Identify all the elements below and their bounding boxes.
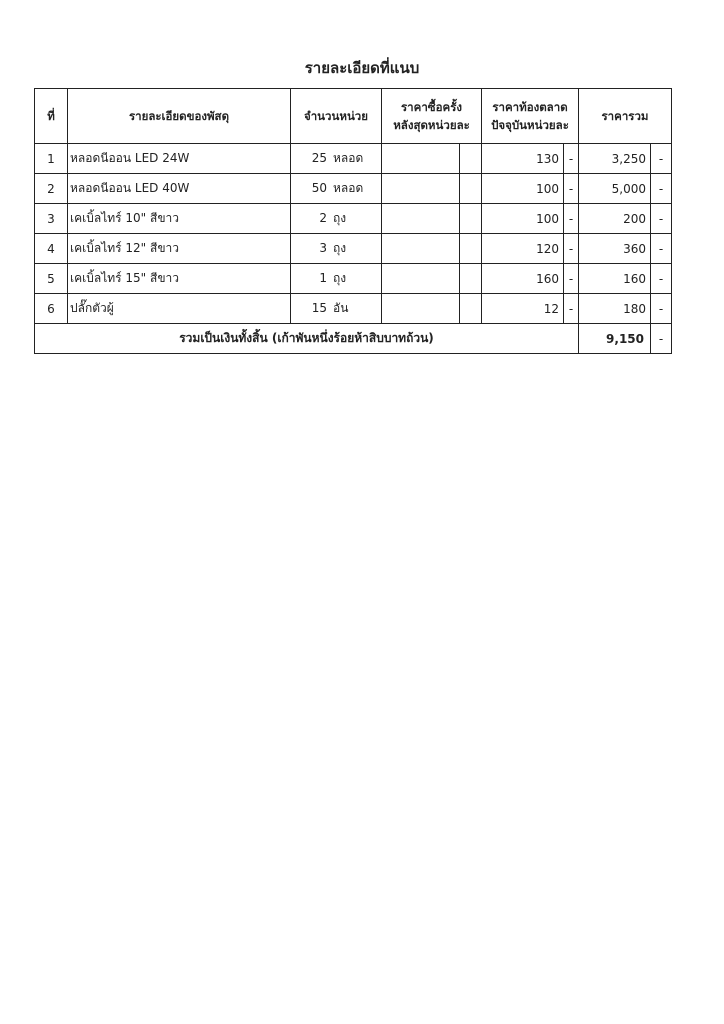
row-market-price: 100 [482, 174, 564, 204]
row-market-price: 130 [482, 144, 564, 174]
row-quantity [291, 204, 382, 234]
row-quantity [291, 294, 382, 324]
document-title: รายละเอียดที่แนบ [304, 59, 420, 77]
row-total: 200 [579, 204, 651, 234]
row-unit: อัน [333, 301, 349, 315]
row-qty: 3 [319, 241, 327, 255]
summary-row [35, 324, 672, 354]
row-last-satang [460, 174, 482, 204]
row-market-price: 160 [482, 264, 564, 294]
row-market-satang: - [564, 144, 579, 174]
row-description: เคเบิ้ลไทร์ 10" สีขาว [68, 204, 291, 234]
row-qty: 50 [311, 181, 327, 195]
row-total: 360 [579, 234, 651, 264]
row-quantity [291, 234, 382, 264]
row-market-satang: - [564, 174, 579, 204]
row-total-satang: - [651, 294, 672, 324]
row-qty: 15 [311, 301, 327, 315]
row-market-satang: - [564, 264, 579, 294]
row-description: เคเบิ้ลไทร์ 12" สีขาว [68, 234, 291, 264]
row-last-satang [460, 294, 482, 324]
row-total-satang: - [651, 264, 672, 294]
row-quantity [291, 174, 382, 204]
row-market-satang: - [564, 294, 579, 324]
row-unit: หลอด [333, 151, 364, 165]
row-total: 5,000 [579, 174, 651, 204]
header-last-price [382, 89, 482, 144]
row-qty: 25 [311, 151, 327, 165]
row-no: 5 [35, 264, 68, 294]
row-total: 160 [579, 264, 651, 294]
row-unit: ถุง [333, 241, 347, 255]
row-no: 1 [35, 144, 68, 174]
row-last-price [382, 234, 460, 264]
row-qty: 2 [319, 211, 327, 225]
row-last-price [382, 144, 460, 174]
table-row [35, 264, 672, 294]
table-row [35, 234, 672, 264]
row-no: 6 [35, 294, 68, 324]
row-last-satang [460, 264, 482, 294]
row-unit: ถุง [333, 211, 347, 225]
row-last-price [382, 264, 460, 294]
summary-label: รวมเป็นเงินทั้งสิ้น (เก้าพันหนึ่งร้อยห้าสิบบาทถ้วน) [35, 324, 579, 354]
row-total-satang: - [651, 234, 672, 264]
summary-total: 9,150 [579, 324, 651, 354]
row-last-price [382, 204, 460, 234]
row-market-satang: - [564, 204, 579, 234]
row-total-satang: - [651, 144, 672, 174]
row-last-price [382, 174, 460, 204]
row-description: ปลั๊กตัวผู้ [68, 294, 291, 324]
header-quantity: จำนวนหน่วย [291, 89, 382, 144]
row-no: 3 [35, 204, 68, 234]
row-market-price: 120 [482, 234, 564, 264]
row-last-satang [460, 234, 482, 264]
row-market-price: 100 [482, 204, 564, 234]
header-total: ราคารวม [579, 89, 672, 144]
header-market-price-line1: ราคาท้องตลาด [492, 100, 568, 114]
table-row [35, 204, 672, 234]
row-no: 2 [35, 174, 68, 204]
row-market-price: 12 [482, 294, 564, 324]
row-total-satang: - [651, 204, 672, 234]
row-qty: 1 [319, 271, 327, 285]
header-last-price-line1: ราคาซื้อครั้ง [401, 100, 462, 114]
row-unit: หลอด [333, 181, 364, 195]
row-last-satang [460, 204, 482, 234]
row-description: หลอดนีออน LED 24W [68, 144, 291, 174]
row-total-satang: - [651, 174, 672, 204]
header-market-price [482, 89, 579, 144]
row-market-satang: - [564, 234, 579, 264]
table-row [35, 294, 672, 324]
row-last-price [382, 294, 460, 324]
header-market-price-line2: ปัจจุบันหน่วยละ [491, 118, 569, 132]
table-row [35, 174, 672, 204]
summary-total-satang: - [651, 324, 672, 354]
table-row [35, 144, 672, 174]
row-total: 180 [579, 294, 651, 324]
header-last-price-line2: หลังสุดหน่วยละ [393, 118, 470, 132]
row-quantity [291, 264, 382, 294]
row-description: หลอดนีออน LED 40W [68, 174, 291, 204]
row-last-satang [460, 144, 482, 174]
header-row [35, 89, 672, 144]
row-unit: ถุง [333, 271, 347, 285]
row-no: 4 [35, 234, 68, 264]
header-description: รายละเอียดของพัสดุ [68, 89, 291, 144]
row-total: 3,250 [579, 144, 651, 174]
row-quantity [291, 144, 382, 174]
row-description: เคเบิ้ลไทร์ 15" สีขาว [68, 264, 291, 294]
items-table [34, 88, 672, 354]
header-no: ที่ [35, 89, 68, 144]
